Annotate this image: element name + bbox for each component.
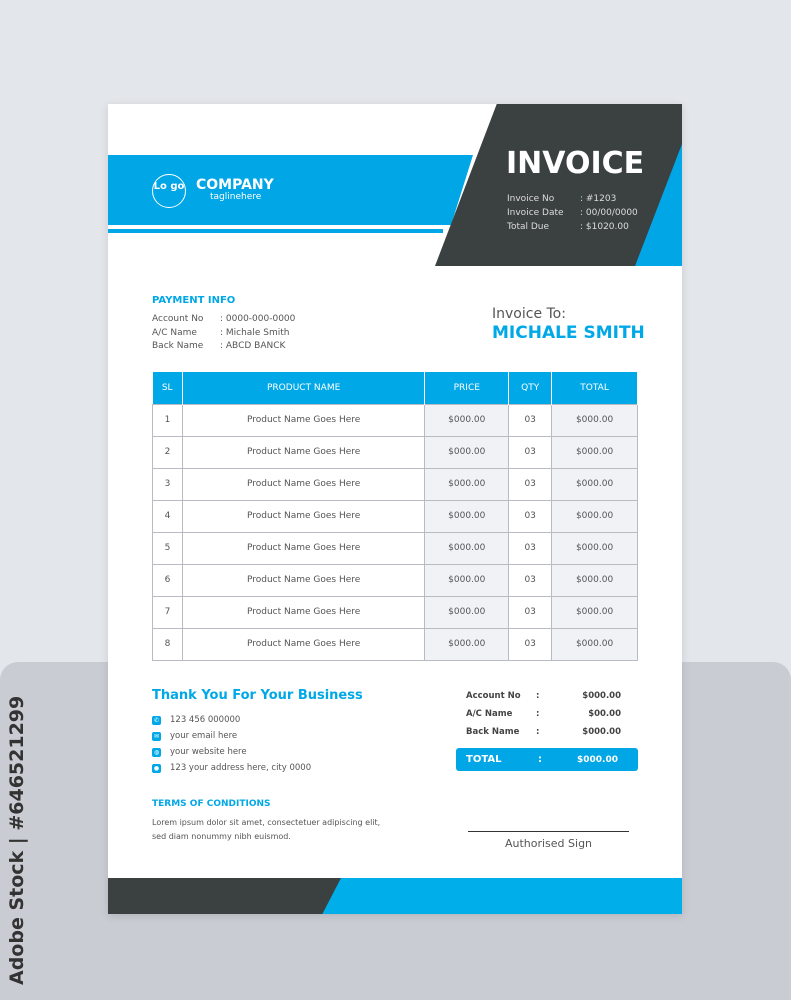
cell-qty: 03 (509, 404, 552, 436)
summary-label: A/C Name (466, 709, 513, 719)
contact-list (152, 712, 311, 776)
total-due-label: Total Due (507, 222, 550, 232)
terms-line-1: Lorem ipsum dolor sit amet, consectetuer adipiscing elit, (152, 818, 381, 827)
cell-qty: 03 (509, 532, 552, 564)
cell-qty: 03 (509, 500, 552, 532)
table-row (153, 500, 638, 532)
cell-total: $000.00 (552, 628, 638, 660)
table-row (153, 532, 638, 564)
invoice-meta (507, 192, 638, 234)
bank-name-value: : ABCD BANCK (220, 341, 286, 351)
summary (466, 687, 621, 741)
summary-value: $000.00 (582, 691, 621, 701)
cell-sl: 8 (153, 628, 183, 660)
invoice-date-value: : 00/00/0000 (580, 208, 638, 218)
summary-sep: : (536, 727, 540, 737)
cell-sl: 7 (153, 596, 183, 628)
email-icon: ✉ (153, 732, 160, 740)
cell-product: Product Name Goes Here (182, 596, 424, 628)
contact-text: 123 your address here, city 0000 (170, 763, 312, 773)
summary-sep: : (536, 691, 540, 701)
cell-product: Product Name Goes Here (182, 628, 424, 660)
cell-sl: 5 (153, 532, 183, 564)
logo: Lo go (152, 174, 186, 208)
cell-total: $000.00 (552, 596, 638, 628)
cell-total: $000.00 (552, 468, 638, 500)
ac-name-label: A/C Name (152, 327, 197, 338)
cell-product: Product Name Goes Here (182, 436, 424, 468)
table-row (153, 628, 638, 660)
globe-icon: ◍ (153, 748, 160, 756)
watermark-id: Adobe Stock | #646521299 (6, 695, 28, 985)
cell-sl: 6 (153, 564, 183, 596)
table-row (153, 564, 638, 596)
cell-price: $000.00 (425, 564, 509, 596)
total-due-value: : $1020.00 (580, 222, 629, 232)
header-product: PRODUCT NAME (182, 372, 424, 404)
cell-sl: 3 (153, 468, 183, 500)
total-box (456, 748, 638, 771)
client-name: MICHALE SMITH (492, 323, 645, 343)
contact-item (152, 760, 311, 776)
company-tagline: taglinehere (210, 192, 262, 202)
terms-title: TERMS OF CONDITIONS (152, 799, 271, 809)
invoice-title: INVOICE (506, 146, 645, 181)
invoice-no-label: Invoice No (507, 194, 555, 204)
payment-info-title: PAYMENT INFO (152, 295, 236, 306)
invoice-date-label: Invoice Date (507, 208, 564, 218)
footer-dark-band (108, 878, 341, 914)
summary-value: $00.00 (588, 709, 621, 719)
cell-qty: 03 (509, 468, 552, 500)
total-sep: : (538, 754, 542, 765)
cell-sl: 4 (153, 500, 183, 532)
invoice-no-value: : #1203 (580, 194, 617, 204)
header-qty: QTY (509, 372, 552, 404)
summary-sep: : (536, 709, 540, 719)
bank-name-label: Back Name (152, 341, 204, 351)
cell-qty: 03 (509, 628, 552, 660)
authorised-sign: Authorised Sign (504, 837, 593, 850)
cell-price: $000.00 (425, 532, 509, 564)
cell-total: $000.00 (552, 564, 638, 596)
cell-product: Product Name Goes Here (182, 500, 424, 532)
cell-sl: 2 (153, 436, 183, 468)
contact-text: your website here (170, 747, 247, 757)
cell-qty: 03 (509, 436, 552, 468)
cell-product: Product Name Goes Here (182, 532, 424, 564)
cell-qty: 03 (509, 564, 552, 596)
cell-product: Product Name Goes Here (182, 468, 424, 500)
summary-value: $000.00 (582, 727, 621, 737)
contact-item (152, 744, 311, 760)
terms-line-2: sed diam nonummy nibh euismod. (152, 832, 291, 841)
contact-text: 123 456 000000 (170, 715, 241, 725)
cell-sl: 1 (153, 404, 183, 436)
table-row (153, 468, 638, 500)
company-name: COMPANY (196, 177, 274, 193)
summary-label: Back Name (466, 727, 520, 737)
header-total: TOTAL (552, 372, 638, 404)
header-price: PRICE (425, 372, 509, 404)
summary-label: Account No (466, 691, 521, 701)
header-blue-line (108, 229, 443, 233)
cell-product: Product Name Goes Here (182, 404, 424, 436)
table-row (153, 436, 638, 468)
total-value: $000.00 (577, 754, 618, 765)
table-row (153, 596, 638, 628)
cell-price: $000.00 (425, 468, 509, 500)
cell-price: $000.00 (425, 500, 509, 532)
contact-text: your email here (170, 731, 238, 741)
payment-info (152, 313, 295, 354)
cell-price: $000.00 (425, 596, 509, 628)
signature-line (468, 831, 629, 832)
cell-price: $000.00 (425, 628, 509, 660)
account-no-label: Account No (152, 314, 204, 324)
table-row (153, 404, 638, 436)
account-no-value: : 0000-000-0000 (220, 314, 296, 324)
invoice-to-label: Invoice To: (492, 306, 566, 322)
cell-total: $000.00 (552, 436, 638, 468)
cell-total: $000.00 (552, 500, 638, 532)
cell-qty: 03 (509, 596, 552, 628)
cell-price: $000.00 (425, 404, 509, 436)
invoice-document (108, 104, 682, 914)
phone-icon: ✆ (153, 716, 160, 724)
cell-total: $000.00 (552, 532, 638, 564)
cell-total: $000.00 (552, 404, 638, 436)
location-icon: ● (153, 764, 160, 772)
header-sl: SL (153, 372, 183, 404)
terms-text (152, 816, 380, 844)
ac-name-value: : Michale Smith (220, 327, 290, 338)
total-label: TOTAL (466, 754, 502, 765)
cell-product: Product Name Goes Here (182, 564, 424, 596)
contact-item (152, 728, 311, 744)
thank-you-heading: Thank You For Your Business (152, 688, 363, 703)
contact-item (152, 712, 311, 728)
items-table (152, 372, 638, 661)
cell-price: $000.00 (425, 436, 509, 468)
